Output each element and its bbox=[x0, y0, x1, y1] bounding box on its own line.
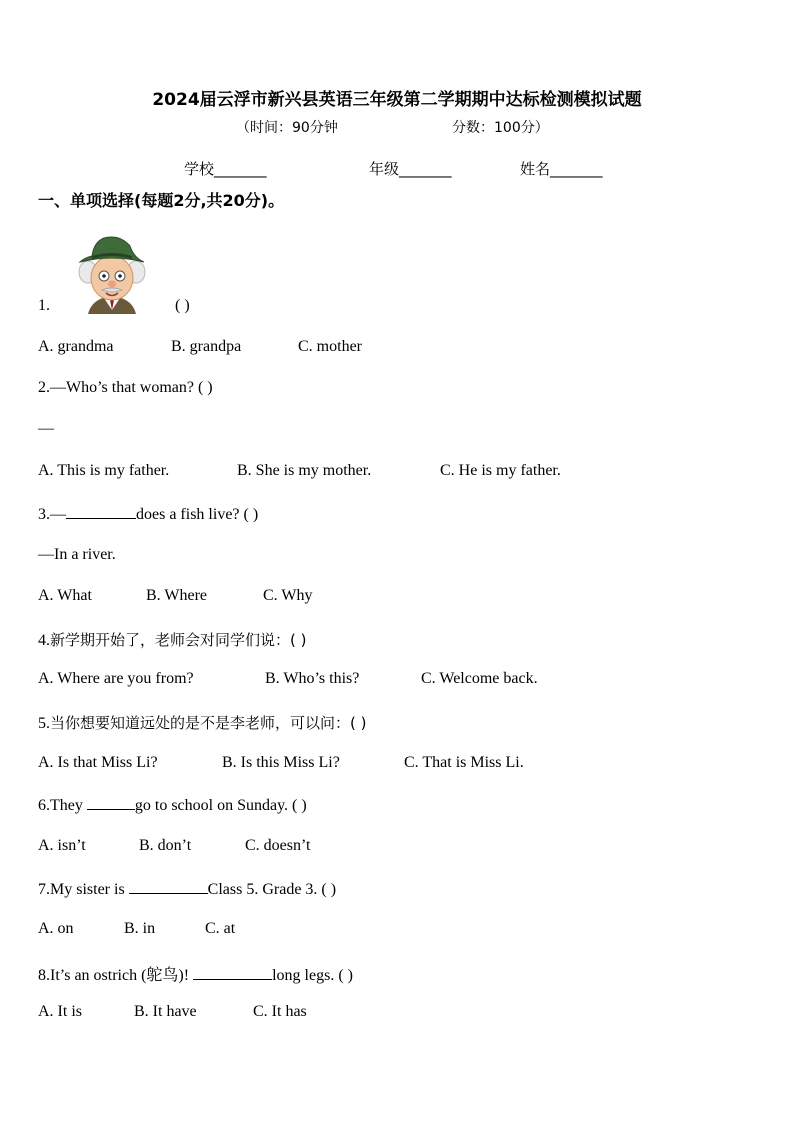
question-4-option-a[interactable]: A. Where are you from? bbox=[38, 670, 194, 687]
answer-blank[interactable] bbox=[193, 965, 272, 980]
question-4-option-c[interactable]: C. Welcome back. bbox=[421, 670, 538, 687]
question-2-option-a[interactable]: A. This is my father. bbox=[38, 462, 170, 479]
section-title: 一、单项选择(每题2分,共20分)。 bbox=[38, 191, 285, 210]
question-3-answer-line: —In a river. bbox=[38, 546, 116, 563]
question-1-number: 1. bbox=[38, 297, 50, 314]
answer-blank[interactable] bbox=[66, 504, 136, 519]
question-8-option-c[interactable]: C. It has bbox=[253, 1003, 307, 1020]
question-5-option-c[interactable]: C. That is Miss Li. bbox=[404, 754, 524, 771]
question-6 bbox=[38, 795, 307, 815]
question-3 bbox=[38, 504, 258, 524]
question-2-stem: —Who’s that woman? ( ) bbox=[50, 379, 213, 396]
question-2-number: 2. bbox=[38, 379, 50, 396]
question-6-option-a[interactable]: A. isn’t bbox=[38, 837, 86, 854]
question-7-number: 7. bbox=[38, 881, 50, 898]
exam-score: 分数：100分） bbox=[452, 120, 549, 136]
question-5-number: 5. bbox=[38, 715, 50, 732]
question-3-number: 3. bbox=[38, 506, 50, 523]
question-8-stem-post: long legs. ( ) bbox=[272, 967, 353, 984]
answer-blank[interactable] bbox=[87, 795, 135, 810]
question-6-option-c[interactable]: C. doesn’t bbox=[245, 837, 311, 854]
question-8-option-b[interactable]: B. It have bbox=[134, 1003, 197, 1020]
question-4 bbox=[38, 629, 306, 650]
question-4-option-b[interactable]: B. Who’s this? bbox=[265, 670, 360, 687]
question-2-answer-line: — bbox=[38, 420, 54, 437]
question-5-option-b[interactable]: B. Is this Miss Li? bbox=[222, 754, 340, 771]
question-7 bbox=[38, 879, 336, 899]
question-1-stem: ( ) bbox=[175, 297, 190, 314]
question-6-stem-post: go to school on Sunday. ( ) bbox=[134, 797, 307, 814]
question-6-option-b[interactable]: B. don’t bbox=[139, 837, 192, 854]
question-5-stem: 当你想要知道远处的是不是李老师，可以问：( ) bbox=[50, 714, 367, 732]
question-3-option-c[interactable]: C. Why bbox=[263, 587, 313, 604]
question-4-stem: 新学期开始了，老师会对同学们说：( ) bbox=[50, 631, 307, 649]
question-4-number: 4. bbox=[38, 632, 50, 649]
question-1-option-c[interactable]: C. mother bbox=[298, 338, 362, 355]
question-3-stem-post: does a fish live? ( ) bbox=[136, 506, 259, 523]
question-2-option-c[interactable]: C. He is my father. bbox=[440, 462, 561, 479]
question-7-option-a[interactable]: A. on bbox=[38, 920, 74, 937]
answer-blank[interactable] bbox=[129, 879, 208, 894]
question-2 bbox=[38, 379, 213, 397]
question-7-stem-pre: My sister is bbox=[50, 881, 129, 898]
question-1-option-a[interactable]: A. grandma bbox=[38, 338, 114, 355]
exam-title: 2024届云浮市新兴县英语三年级第二学期期中达标检测模拟试题 bbox=[152, 90, 642, 110]
question-1-option-b[interactable]: B. grandpa bbox=[171, 338, 242, 355]
question-8-option-a[interactable]: A. It is bbox=[38, 1003, 82, 1020]
name-field: 姓名_______ bbox=[520, 160, 603, 178]
question-7-option-c[interactable]: C. at bbox=[205, 920, 236, 937]
question-8-stem-pre: It’s an ostrich (鸵鸟)! bbox=[50, 967, 194, 984]
question-6-stem-pre: They bbox=[50, 797, 87, 814]
school-field: 学校_______ bbox=[184, 160, 267, 178]
grade-field: 年级_______ bbox=[369, 160, 452, 178]
grandpa-icon bbox=[74, 232, 150, 314]
question-7-option-b[interactable]: B. in bbox=[124, 920, 156, 937]
question-2-option-b[interactable]: B. She is my mother. bbox=[237, 462, 372, 479]
question-3-option-b[interactable]: B. Where bbox=[146, 587, 208, 604]
exam-time: （时间：90分钟 bbox=[236, 120, 338, 136]
question-5-option-a[interactable]: A. Is that Miss Li? bbox=[38, 754, 158, 771]
question-3-stem-pre: — bbox=[50, 506, 66, 523]
question-7-stem-post: Class 5. Grade 3. ( ) bbox=[207, 881, 337, 898]
question-5 bbox=[38, 712, 366, 733]
question-3-option-a[interactable]: A. What bbox=[38, 587, 92, 604]
question-8-number: 8. bbox=[38, 967, 50, 984]
question-8 bbox=[38, 962, 353, 985]
question-6-number: 6. bbox=[38, 797, 50, 814]
